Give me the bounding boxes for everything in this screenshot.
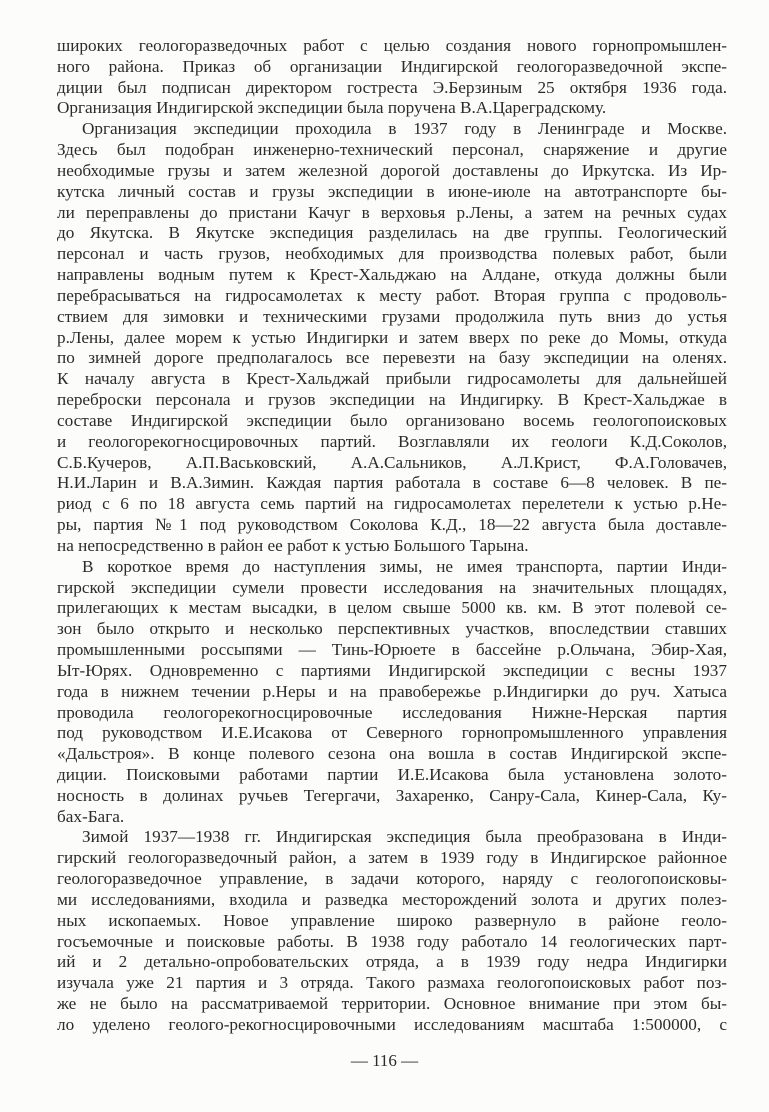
text-line: же не было на рассматриваемой территории. Основное внимание при этом бы- <box>57 994 727 1014</box>
text-line: переброски персонала и грузов экспедиции на Индигирку. В Крест-Хальджае в <box>57 390 727 410</box>
text-line: госъемочные и поисковые работы. В 1938 году работало 14 геологических парт- <box>57 931 727 951</box>
text-line: по зимней дороге предполагалось все перевезти на базу экспедиции на оленях. <box>57 348 727 368</box>
text-line: Здесь был подобран инженерно-технический персонал, снаряжение и другие <box>57 140 727 160</box>
text-line: проводила геологорекогносцировочные исследования Нижне-Нерская партия <box>57 702 727 722</box>
text-line: ного района. Приказ об организации Индигирской геологоразведочной экспе- <box>57 56 727 76</box>
text-line: направлены водным путем к Крест-Хальджаю на Алдане, откуда должны были <box>57 265 727 285</box>
text-line: ных ископаемых. Новое управление широко развернуло в районе геоло- <box>57 910 727 930</box>
text-line: составе Индигирской экспедиции было организовано восемь геологопоисковых <box>57 410 727 430</box>
text-line: К началу августа в Крест-Хальджай прибыли гидросамолеты для дальнейшей <box>57 369 727 389</box>
paragraph <box>57 36 727 119</box>
text-line: ло уделено геолого-рекогносцировочными исследованиям масштаба 1:500000, с <box>57 1014 727 1034</box>
paragraph <box>57 827 727 1035</box>
text-line: промышленными россыпями — Тинь-Юрюете в бассейне р.Ольчана, Эбир-Хая, <box>57 640 727 660</box>
page-number: — 116 — <box>350 1051 419 1070</box>
text-line: перебрасываться на гидросамолетах к месту работ. Вторая группа с продоволь- <box>57 285 727 305</box>
text-line: персонал и часть грузов, необходимых для производства полевых работ, были <box>57 244 727 264</box>
text-line: риод с 6 по 18 августа семь партий на гидросамолетах перелетели к устью р.Не- <box>57 494 727 514</box>
text-line: Ыт-Юрях. Одновременно с партиями Индигирской экспедиции с весны 1937 <box>57 660 727 680</box>
text-line: ми исследованиями, входила и разведка месторождений золота и других полез- <box>57 889 727 909</box>
text-line: необходимые грузы и затем железной дорогой доставлены до Иркутска. Из Ир- <box>57 160 727 180</box>
text-line: ствием для зимовки и техническими грузами продолжила путь вниз до устья <box>57 306 727 326</box>
text-line: Организация экспедиции проходила в 1937 году в Ленинграде и Москве. <box>82 119 727 139</box>
text-line: бах-Бага. <box>57 806 125 826</box>
text-line: носность в долинах ручьев Тегергачи, Захаренко, Санру-Сала, Кинер-Сала, Ку- <box>57 785 727 805</box>
text-line: Зимой 1937—1938 гг. Индигирская экспедиция была преобразована в Инди- <box>82 827 727 847</box>
text-line: диции был подписан директором гостреста Э.Берзиным 25 октября 1936 года. <box>57 77 727 97</box>
paragraph <box>57 119 727 556</box>
text-line: В короткое время до наступления зимы, не имея транспорта, партии Инди- <box>82 556 727 576</box>
text-line: под руководством И.Е.Исакова от Северного горнопромышленного управления <box>57 723 727 743</box>
text-line: кутска личный состав и грузы экспедиции в июне-июле на автотранспорте бы- <box>57 181 727 201</box>
page-body <box>57 36 727 1036</box>
text-line: и геологорекогносцировочных партий. Возглавляли их геологи К.Д.Соколов, <box>57 431 727 451</box>
text-line: С.Б.Кучеров, А.П.Васьковский, А.А.Сальников, А.Л.Крист, Ф.А.Головачев, <box>57 452 727 472</box>
text-line: диции. Поисковыми работами партии И.Е.Исакова была установлена золото- <box>57 764 727 784</box>
paragraph <box>57 557 727 828</box>
text-line: до Якутска. В Якутске экспедиция разделилась на две группы. Геологический <box>57 223 727 243</box>
text-line: ры, партия №1 под руководством Соколова К.Д., 18—22 августа была доставле- <box>57 515 727 535</box>
text-line: Н.И.Ларин и В.А.Зимин. Каждая партия работала в составе 6—8 человек. В пе- <box>57 473 727 493</box>
text-line: Организация Индигирской экспедиции была поручена В.А.Цареградскому. <box>57 98 607 118</box>
text-line: р.Лены, далее морем к устью Индигирки и затем вверх по реке до Момы, откуда <box>57 327 727 347</box>
text-line: геологоразведочное управление, в задачи которого, наряду с геологопоисковы- <box>57 869 727 889</box>
text-line: гирской экспедиции сумели провести исследования на значительных площадях, <box>57 577 727 597</box>
text-line: изучала уже 21 партия и 3 отряда. Такого размаха геологопоисковых работ поз- <box>57 973 727 993</box>
text-line: зон было открыто и несколько перспективных участков, впоследствии ставших <box>57 619 727 639</box>
text-line: года в нижнем течении р.Неры и на правобережье р.Индигирки до руч. Хатыса <box>57 681 727 701</box>
text-line: ли переправлены до пристани Качуг в верховья р.Лены, а затем на речных судах <box>57 202 727 222</box>
text-line: ий и 2 детально-опробовательских отряда, а в 1939 году недра Индигирки <box>57 952 727 972</box>
text-line: гирский геологоразведочный район, а затем в 1939 году в Индигирское районное <box>57 848 727 868</box>
text-line: широких геологоразведочных работ с целью создания нового горнопромышлен- <box>57 36 727 55</box>
text-line: прилегающих к местам высадки, в целом свыше 5000 кв. км. В этот полевой се- <box>57 598 727 618</box>
text-line: на непосредственно в район ее работ к устью Большого Тарына. <box>57 535 529 555</box>
text-line: «Дальстроя». В конце полевого сезона она вошла в состав Индигирской экспе- <box>57 744 727 764</box>
